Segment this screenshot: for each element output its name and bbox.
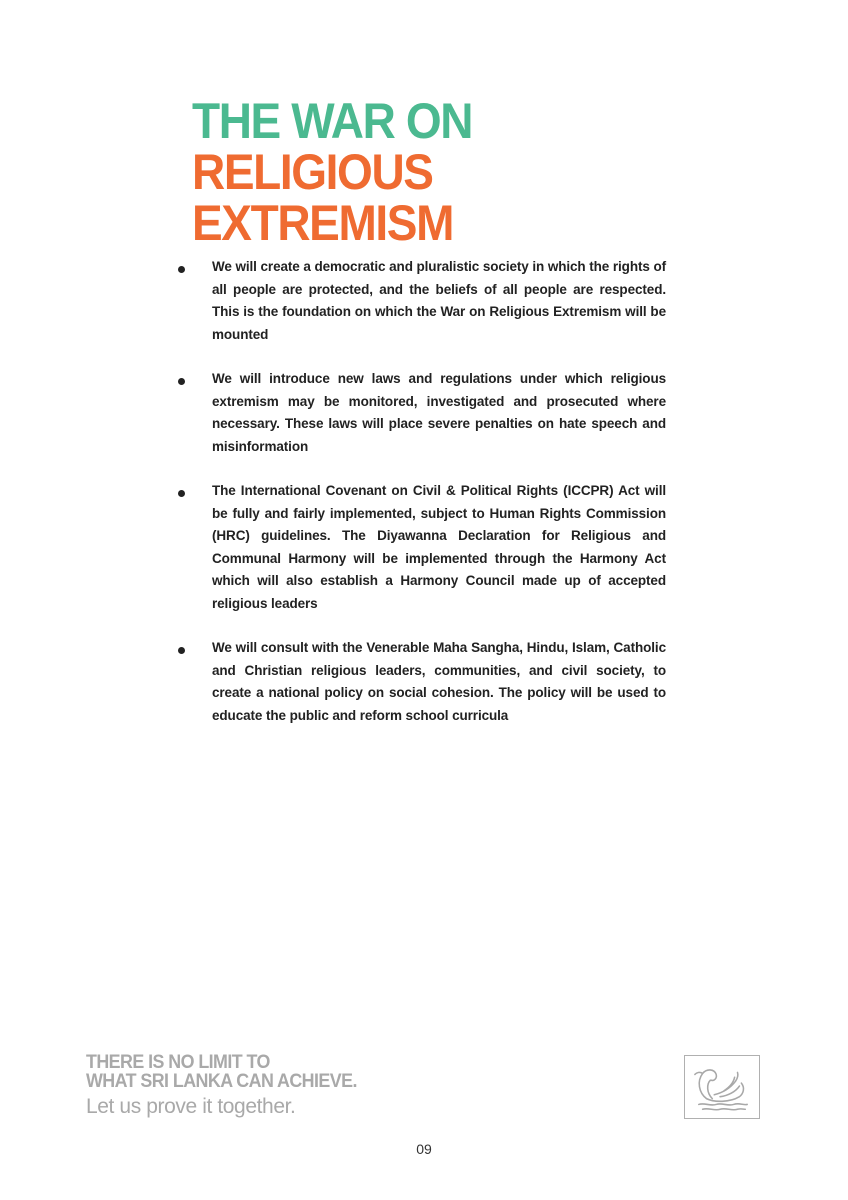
- bullet-dot-icon: [178, 378, 185, 385]
- list-item: [176, 368, 666, 458]
- list-item-text: We will consult with the Venerable Maha Sangha, Hindu, Islam, Catholic and Christian religious leaders, communities, and civil society, to create a national policy on social cohesion. The policy will be used to educate the public and reform school curricula: [212, 640, 666, 723]
- title-line-2: RELIGIOUS: [192, 144, 433, 200]
- bullet-list: [176, 256, 666, 749]
- list-item-text: We will introduce new laws and regulations under which religious extremism may be monitored, investigated and prosecuted where necessary. These laws will place severe penalties on hate speech and misinformation: [212, 371, 666, 454]
- bullet-dot-icon: [178, 490, 185, 497]
- list-item: [176, 256, 666, 346]
- bullet-dot-icon: [178, 266, 185, 273]
- bullet-dot-icon: [178, 647, 185, 654]
- tagline-line-3: Let us prove it together.: [86, 1095, 296, 1118]
- footer-tagline: [86, 1053, 374, 1121]
- page-number: 09: [416, 1141, 432, 1157]
- list-item: [176, 637, 666, 727]
- list-item-text: We will create a democratic and pluralistic society in which the rights of all people are protected, and the beliefs of all people are respected. This is the foundation on which the War on Religious Extremism will be mounted: [212, 259, 666, 342]
- tagline-line-2: WHAT SRI LANKA CAN ACHIEVE.: [86, 1071, 357, 1092]
- page-title: [192, 93, 473, 251]
- title-line-3: EXTREMISM: [192, 195, 454, 251]
- title-line-1: THE WAR ON: [192, 93, 473, 149]
- list-item: [176, 480, 666, 615]
- swan-logo-icon: [684, 1055, 760, 1119]
- list-item-text: The International Covenant on Civil & Political Rights (ICCPR) Act will be fully and fairly implemented, subject to Human Rights Commission (HRC) guidelines. The Diyawanna Declaration for Religious and Communal Harmony will be implemented through the Harmony Act which will also establish a Harmony Council made up of accepted religious leaders: [212, 483, 666, 611]
- tagline-line-1: THERE IS NO LIMIT TO: [86, 1052, 270, 1073]
